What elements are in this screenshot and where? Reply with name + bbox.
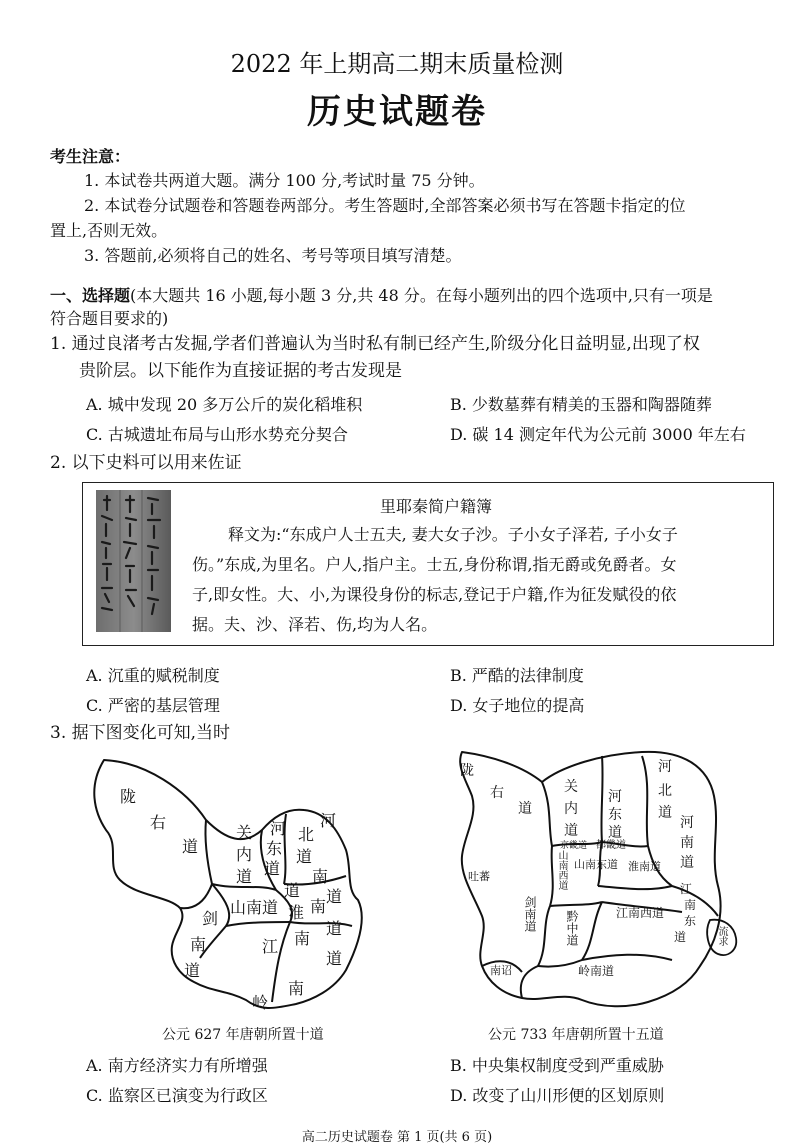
map1-label: 河	[270, 819, 287, 838]
notice-item: 2. 本试卷分试题卷和答题卷两部分。考生答题时,全部答案必须书写在答题卡指定的位	[84, 196, 686, 215]
q3-stem: 3. 据下图变化可知,当时	[50, 723, 231, 743]
q2-option-d: D. 女子地位的提高	[450, 696, 585, 715]
source-line: 释文为:“东成户人士五夫, 妻大女子沙。子小女子泽若, 子小女子	[228, 525, 678, 544]
q1-stem: 1. 通过良渚考古发掘,学者们普遍认为当时私有制已经产生,阶级分化日益明显,出现了权	[50, 334, 700, 354]
map2-label: 剑南道	[523, 896, 537, 932]
map2-label: 黔中道	[565, 910, 579, 946]
q1-option-c: C. 古城遗址布局与山形水势充分契合	[86, 425, 348, 444]
source-line: 据。夫、沙、泽若、伤,均为人名。	[192, 615, 438, 634]
notice-item: 3. 答题前,必须将自己的姓名、考号等项目填写清楚。	[84, 246, 462, 265]
source-line: 子,即女性。大、小,为课役身份的标志,登记于户籍,作为征发赋役的依	[192, 585, 677, 604]
map1-label: 东	[266, 839, 283, 858]
section-desc-cont: 符合题目要求的)	[50, 309, 169, 328]
q2-option-a: A. 沉重的赋税制度	[86, 666, 220, 685]
map1-label: 南	[312, 867, 329, 886]
map1-label: 道	[264, 859, 281, 878]
map1-label: 道	[182, 837, 199, 856]
exam-title: 历史试题卷	[307, 92, 487, 132]
map2-label: 道	[518, 801, 532, 817]
map2-label: 河	[658, 759, 672, 775]
map1-label: 内	[236, 845, 253, 864]
map1-label: 南	[190, 935, 207, 954]
map1-label: 南	[288, 979, 305, 998]
q1-option-a: A. 城中发现 20 多万公斤的炭化稻堆积	[86, 395, 363, 414]
map1-label: 山南道	[230, 898, 279, 917]
q3-option-a: A. 南方经济实力有所增强	[86, 1056, 268, 1075]
map1-label: 道	[184, 961, 201, 980]
map2-label: 东	[608, 807, 622, 823]
map1-label: 南	[310, 897, 327, 916]
q1-option-d: D. 碳 14 测定年代为公元前 3000 年左右	[450, 425, 746, 444]
bamboo-slip-image	[96, 490, 171, 632]
map1-label: 河	[320, 811, 337, 830]
q2-stem: 2. 以下史料可以用来佐证	[50, 453, 242, 473]
map2-label: 内	[564, 801, 578, 817]
q2-option-c: C. 严密的基层管理	[86, 696, 220, 715]
map2-label-layer	[452, 746, 742, 1012]
q3-option-d: D. 改变了山川形便的区划原则	[450, 1086, 665, 1105]
map1-label: 道	[236, 867, 253, 886]
q3-option-c: C. 监察区已演变为行政区	[86, 1086, 268, 1105]
section-heading	[50, 285, 713, 307]
map1-label: 北	[298, 825, 315, 844]
map1-label: 道	[326, 887, 343, 906]
map1-label: 右	[150, 813, 167, 832]
q3-option-b: B. 中央集权制度受到严重威胁	[450, 1056, 664, 1075]
map2-label: 河	[680, 815, 694, 831]
map2-label: 右	[490, 785, 504, 801]
exam-header-line1: 2022 年上期高二期末质量检测	[230, 50, 564, 78]
q2-option-b: B. 严酷的法律制度	[450, 666, 584, 685]
map1-label: 南	[294, 929, 311, 948]
notice-item: 置上,否则无效。	[50, 221, 168, 240]
map1-label: 道	[326, 919, 343, 938]
map2-label: 道	[680, 855, 694, 871]
map1-caption: 公元 627 年唐朝所置十道	[162, 1027, 324, 1043]
map2-label: 河	[608, 789, 622, 805]
map1-label: 江	[262, 937, 279, 956]
map2-label: 南	[680, 835, 694, 851]
map1-label: 道	[284, 881, 301, 900]
map2-label: 道	[608, 825, 622, 841]
notice-item: 1. 本试卷共两道大题。满分 100 分,考试时量 75 分钟。	[84, 171, 485, 190]
map1-label: 岭	[252, 993, 269, 1012]
section-title: 一、选择题	[50, 286, 131, 305]
page-footer: 高二历史试题卷 第 1 页(共 6 页)	[301, 1130, 493, 1145]
map2-label: 京畿道	[560, 841, 588, 851]
map2-label: 北	[658, 783, 672, 799]
map1-label: 淮	[288, 903, 305, 922]
source-line: 伤。”东成,为里名。户人,指户主。士五,身份称谓,指无爵或免爵者。女	[192, 555, 677, 574]
map2-label: 山南西道	[556, 850, 567, 890]
map1-label: 剑	[202, 909, 219, 928]
map2-caption: 公元 733 年唐朝所置十五道	[488, 1027, 664, 1043]
map1-label-layer	[76, 750, 372, 1012]
map2-label: 吐蕃	[468, 870, 490, 883]
map2-label: 陇	[460, 763, 474, 779]
section-desc: (本大题共 16 小题,每小题 3 分,共 48 分。在每小题列出的四个选项中,只有一项是	[130, 286, 713, 305]
map2-label: 关	[564, 779, 578, 795]
map2-label: 南诏	[490, 964, 512, 977]
map2-label: 江南西道	[616, 906, 665, 920]
map2-label: 都畿道	[596, 840, 626, 851]
map2-label: 岭南道	[578, 964, 615, 978]
source-title: 里耶秦简户籍簿	[380, 497, 493, 516]
map2-label: 江	[680, 882, 693, 896]
map2-label: 道	[658, 805, 672, 821]
map2-label: 流求	[716, 926, 727, 946]
map2-label: 道	[564, 823, 578, 839]
map2-label: 淮南道	[628, 860, 661, 873]
map2-label: 南	[684, 898, 697, 912]
map1-label: 道	[326, 949, 343, 968]
map2-label: 东	[684, 914, 697, 928]
map1-label: 关	[236, 823, 253, 842]
map1-label: 道	[296, 847, 313, 866]
q1-stem-cont: 贵阶层。以下能作为直接证据的考古发现是	[79, 361, 402, 381]
map2-label: 道	[674, 930, 687, 944]
q1-option-b: B. 少数墓葬有精美的玉器和陶器随葬	[450, 395, 712, 414]
map2-label: 山南东道	[574, 858, 618, 871]
map1-label: 陇	[120, 787, 137, 806]
notice-heading: 考生注意：	[50, 147, 131, 166]
